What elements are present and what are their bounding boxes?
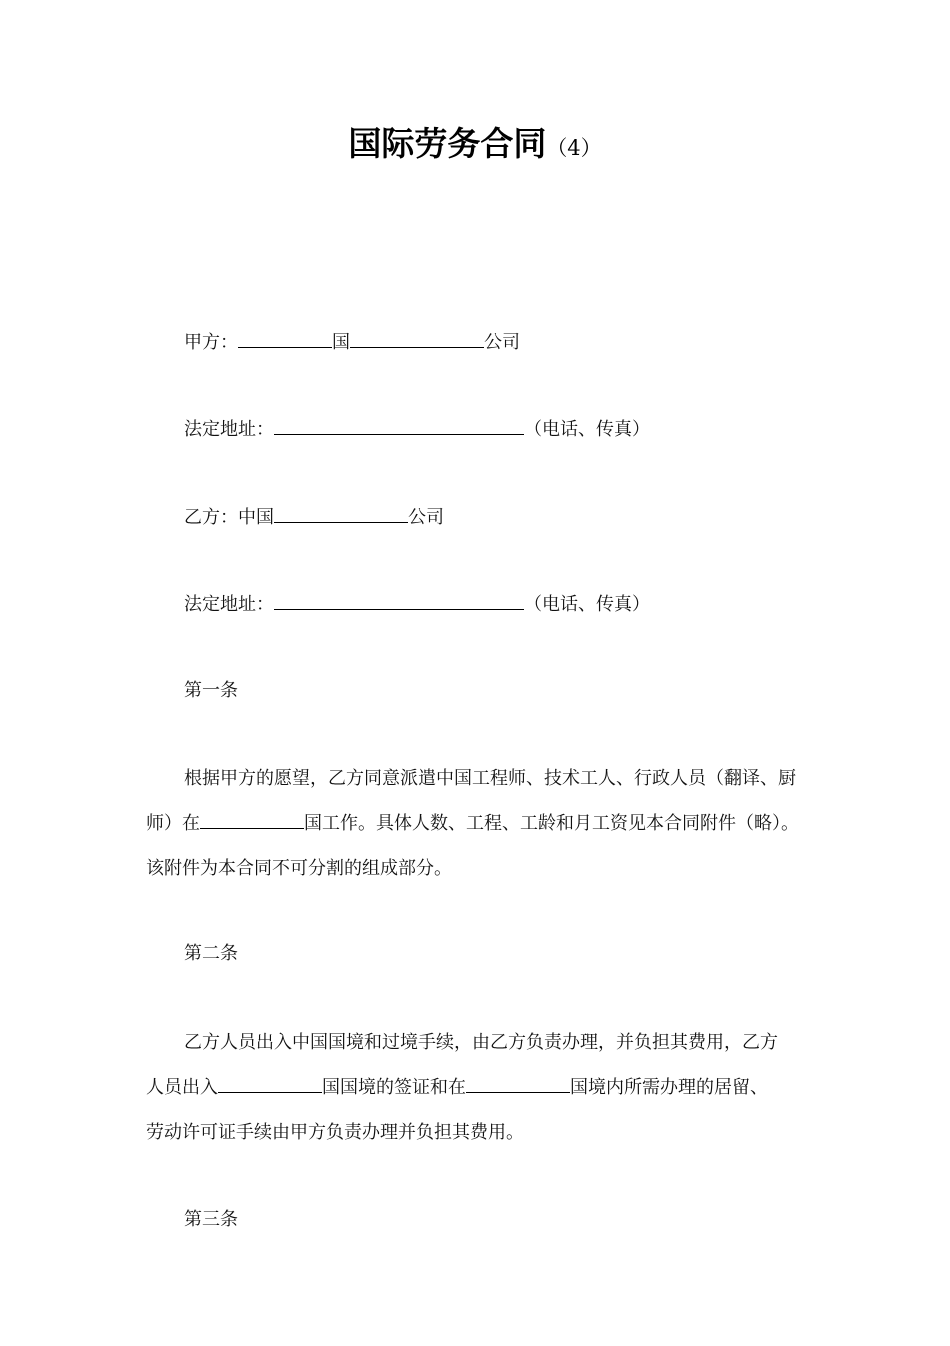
address-b-blank (274, 591, 524, 610)
party-a-company-blank (350, 329, 484, 348)
article-1-line-2: 师）在 国工作。具体人数、工程、工龄和月工资见本合同附件（略）。 (146, 801, 814, 846)
title-suffix: （4） (546, 136, 602, 160)
party-a-label: 甲方： (184, 332, 238, 353)
article-2-line-3: 劳动许可证手续由甲方负责办理并负担其费用。 (146, 1122, 524, 1143)
article-2-country-blank-2 (466, 1074, 570, 1093)
address-a-end: （电话、传真） (524, 419, 650, 440)
page-title (0, 118, 950, 165)
article-2-line-2: 人员出入 国国境的签证和在 国境内所需办理的居留、 (146, 1065, 814, 1110)
party-b-end: 公司 (408, 507, 444, 528)
party-a-country-blank (238, 329, 332, 348)
title-main: 国际劳务合同 (348, 124, 547, 163)
party-b-company-blank (274, 504, 408, 523)
article-1-line-3: 该附件为本合同不可分割的组成部分。 (146, 858, 452, 879)
address-b-label: 法定地址： (184, 594, 274, 615)
party-a-mid: 国 (332, 332, 350, 353)
address-b-end: （电话、传真） (524, 594, 650, 615)
party-a-end: 公司 (484, 332, 520, 353)
article-2-heading: 第二条 (184, 943, 238, 964)
article-2-country-blank-1 (218, 1074, 322, 1093)
address-a-label: 法定地址： (184, 419, 274, 440)
article-2-line-1: 乙方人员出入中国国境和过境手续，由乙方负责办理，并负担其费用，乙方 (184, 1032, 778, 1053)
article-2-body (146, 1020, 814, 1155)
address-a-line (184, 416, 650, 442)
address-b-line (184, 591, 650, 617)
article-1-heading: 第一条 (184, 680, 238, 701)
address-a-blank (274, 416, 524, 435)
party-a-line (184, 329, 520, 355)
article-1-line-1: 根据甲方的愿望，乙方同意派遣中国工程师、技术工人、行政人员（翻译、厨 (184, 768, 796, 789)
article-3-heading: 第三条 (184, 1209, 238, 1230)
article-1-country-blank (200, 810, 304, 829)
article-1-body (146, 756, 814, 891)
party-b-label: 乙方：中国 (184, 507, 274, 528)
party-b-line (184, 504, 444, 530)
